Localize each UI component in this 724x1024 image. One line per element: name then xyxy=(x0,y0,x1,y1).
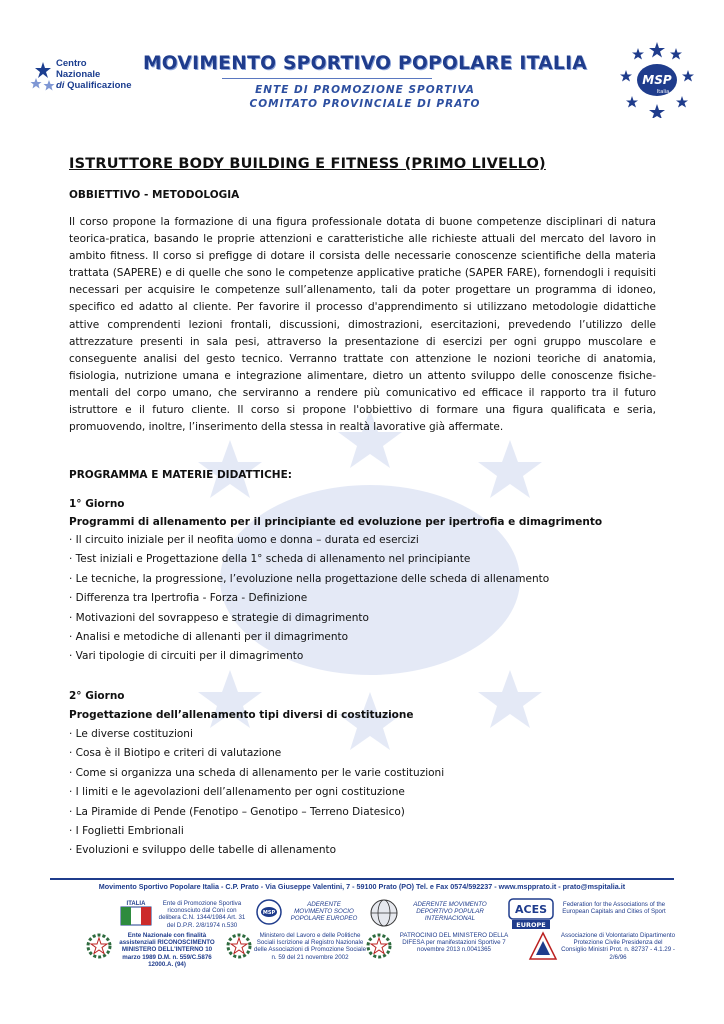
footer-note-coni: Ente di Promozione Sportiva riconosciuto dal Coni con delibera C.N. 1344/1984 Art. 31 del D.P.R. 2/8/1974 n.530 xyxy=(158,900,246,929)
emblem-logo xyxy=(84,930,114,962)
badge-text: MSP xyxy=(642,73,672,87)
objective-heading: OBBIETTIVO - METODOLOGIA xyxy=(69,189,240,201)
footer-rule xyxy=(50,878,674,880)
msp-europe-logo xyxy=(254,898,284,926)
footer-note-difesa: PATROCINIO DEL MINISTERO DELLA DIFESA per manifestazioni Sportive 7 novembre 2013 n.0041365 xyxy=(399,932,509,954)
stars-icon xyxy=(30,60,56,96)
aces-europe-logo xyxy=(508,898,554,930)
italia-text: ITALIA xyxy=(126,901,146,907)
logo-line3b: Qualificazione xyxy=(67,80,132,91)
list-item: · La Piramide di Pende (Fenotipo – Genotipo – Terreno Diatesico) xyxy=(69,805,405,818)
footer-address: Movimento Sportivo Popolare Italia - C.P. Prato - Via Giuseppe Valentini, 7 - 59100 Prato (PO) Tel. e Fax 0574/592237 - www.mspprato.it - prato@mspitalia.it xyxy=(98,882,626,891)
footer-note-protezione: Associazione di Volontariato Dipartimento Protezione Civile Presidenza del Consiglio Ministri Prot. n. 82737 - 4.1.29 - 2/6/96 xyxy=(560,932,676,961)
list-item: · Le diverse costituzioni xyxy=(69,728,193,740)
day2-label: 2° Giorno xyxy=(69,690,125,702)
footer-note-mdpi: ADERENTE MOVIMENTO DEPORTIVO POPULAR INTERNACIONAL xyxy=(413,901,487,923)
footer-note-msp: ADERENTE MOVIMENTO SOCIO POPOLARE EUROPEO xyxy=(290,901,358,923)
list-item: · Come si organizza una scheda di allenamento per le varie costituzioni xyxy=(69,766,445,779)
logo-line1: Centro xyxy=(56,58,87,69)
document-title: ISTRUTTORE BODY BUILDING E FITNESS (PRIMO LIVELLO) xyxy=(69,156,546,172)
msp-badge-logo xyxy=(618,40,696,118)
list-item: · Analisi e metodiche di allenanti per il dimagrimento xyxy=(69,631,349,644)
list-item: · Vari tipologie di circuiti per il dimagrimento xyxy=(69,650,304,663)
list-item: · Differenza tra Ipertrofia - Forza - Definizione xyxy=(69,592,308,605)
organization-subtitle-1: ENTE DI PROMOZIONE SPORTIVA xyxy=(255,84,475,96)
logo-line2: Nazionale xyxy=(56,69,101,80)
footer-note-aces: Federation for the Associations of the European Capitals and Cities of Sport xyxy=(562,901,666,916)
europe-text: EUROPE xyxy=(516,921,546,929)
italia-flag-logo xyxy=(120,898,152,926)
organization-title: MOVIMENTO SPORTIVO POPOLARE ITALIA xyxy=(142,52,588,74)
day1-subtitle: Programmi di allenamento per il principiante ed evoluzione per ipertrofia e dimagrimento xyxy=(69,516,603,528)
list-item: · I Foglietti Embrionali xyxy=(69,825,184,838)
program-heading: PROGRAMMA E MATERIE DIDATTICHE: xyxy=(69,469,292,481)
emblem-logo xyxy=(364,930,394,962)
aces-text: ACES xyxy=(514,903,548,916)
footer-note-interno: Ente Nazionale con finalità assistenziali RICONOSCIMENTO MINISTERO DELL'INTERNO 10 marzo 1989 D.M. n. 559/C.5876 12000.A. (94) xyxy=(119,932,215,968)
svg-text:MSP: MSP xyxy=(262,910,276,916)
header-rule xyxy=(222,78,432,79)
logo-line3a: di xyxy=(56,80,65,91)
organization-subtitle-2: COMITATO PROVINCIALE DI PRATO xyxy=(249,98,481,110)
list-item: · Evoluzioni e sviluppo delle tabelle di allenamento xyxy=(69,844,337,857)
list-item: · I limiti e le agevolazioni dell’allenamento per ogni costituzione xyxy=(69,786,405,799)
footer-note-lavoro: Ministero del Lavoro e delle Politiche Sociali Iscrizione al Registro Nazionale delle Associazioni di Promozione Sociale n. 59 del 21 novembre 2002 xyxy=(253,932,367,961)
list-item: · Motivazioni del sovrappeso e strategie di dimagrimento xyxy=(69,611,369,624)
objective-paragraph: Il corso propone la formazione di una figura professionale dotata di buone competenze disciplinari di natura teorica-pratica, basando le proprie attenzioni e caratteristiche alle richieste attuali del mercato del lavoro in ambito fitness. Il corso si prefigge di dotare il corsista delle necessarie conoscenze scientifiche della materia trattata (SAPERE) e di quelle che sono le competenze applicative pratiche (SAPER FARE), fornendogli i requisiti necessari per acquisire le competenze sull’allenamento, tali da poter progettare un programma di idoneo, specifico ed adatto al cliente. Per favorire il processo d'apprendimento si utilizzano metodologie didattiche attive comprendenti lezioni frontali, discussioni, dimostrazioni, esercitazioni, prevedendo l’utilizzo delle attrezzature presenti in sala pesi, attraverso la presentazione di esercizi per ogni gruppo muscolare e conseguente analisi del gesto tecnico. Verranno trattate con attenzione le nozioni teoriche di anatomia, fisiologia, nutrizione umana e integrazione alimentare, dietro un attento sviluppo delle conoscenze fisiche-mentali del corpo umano, che serviranno a rendere più comunicativo ed efficace il rapporto tra il futuro istruttore e il futuro cliente. Il corso si propone l'obbiettivo di formare una figura qualificata e seria, promuovendo, inoltre, l’inserimento della stessa in realtà lavorative già affermate. xyxy=(69,216,656,434)
emblem-logo xyxy=(224,930,254,962)
list-item: · Il circuito iniziale per il neofita uomo e donna – durata ed esercizi xyxy=(69,534,419,546)
mdpi-globe-logo xyxy=(368,898,400,928)
badge-sub: Italia xyxy=(656,89,670,95)
list-item: · Le tecniche, la progressione, l’evoluzione nella progettazione delle scheda di allenamento xyxy=(69,572,550,585)
protezione-civile-logo xyxy=(528,930,558,962)
day1-list xyxy=(69,531,549,667)
list-item: · Cosa è il Biotipo e criteri di valutazione xyxy=(69,747,282,760)
list-item: · Test iniziali e Progettazione della 1° scheda di allenamento nel principiante xyxy=(69,553,471,566)
day1-label: 1° Giorno xyxy=(69,498,125,510)
day2-subtitle: Progettazione dell’allenamento tipi diversi di costituzione xyxy=(69,709,414,721)
day2-list xyxy=(69,725,444,861)
